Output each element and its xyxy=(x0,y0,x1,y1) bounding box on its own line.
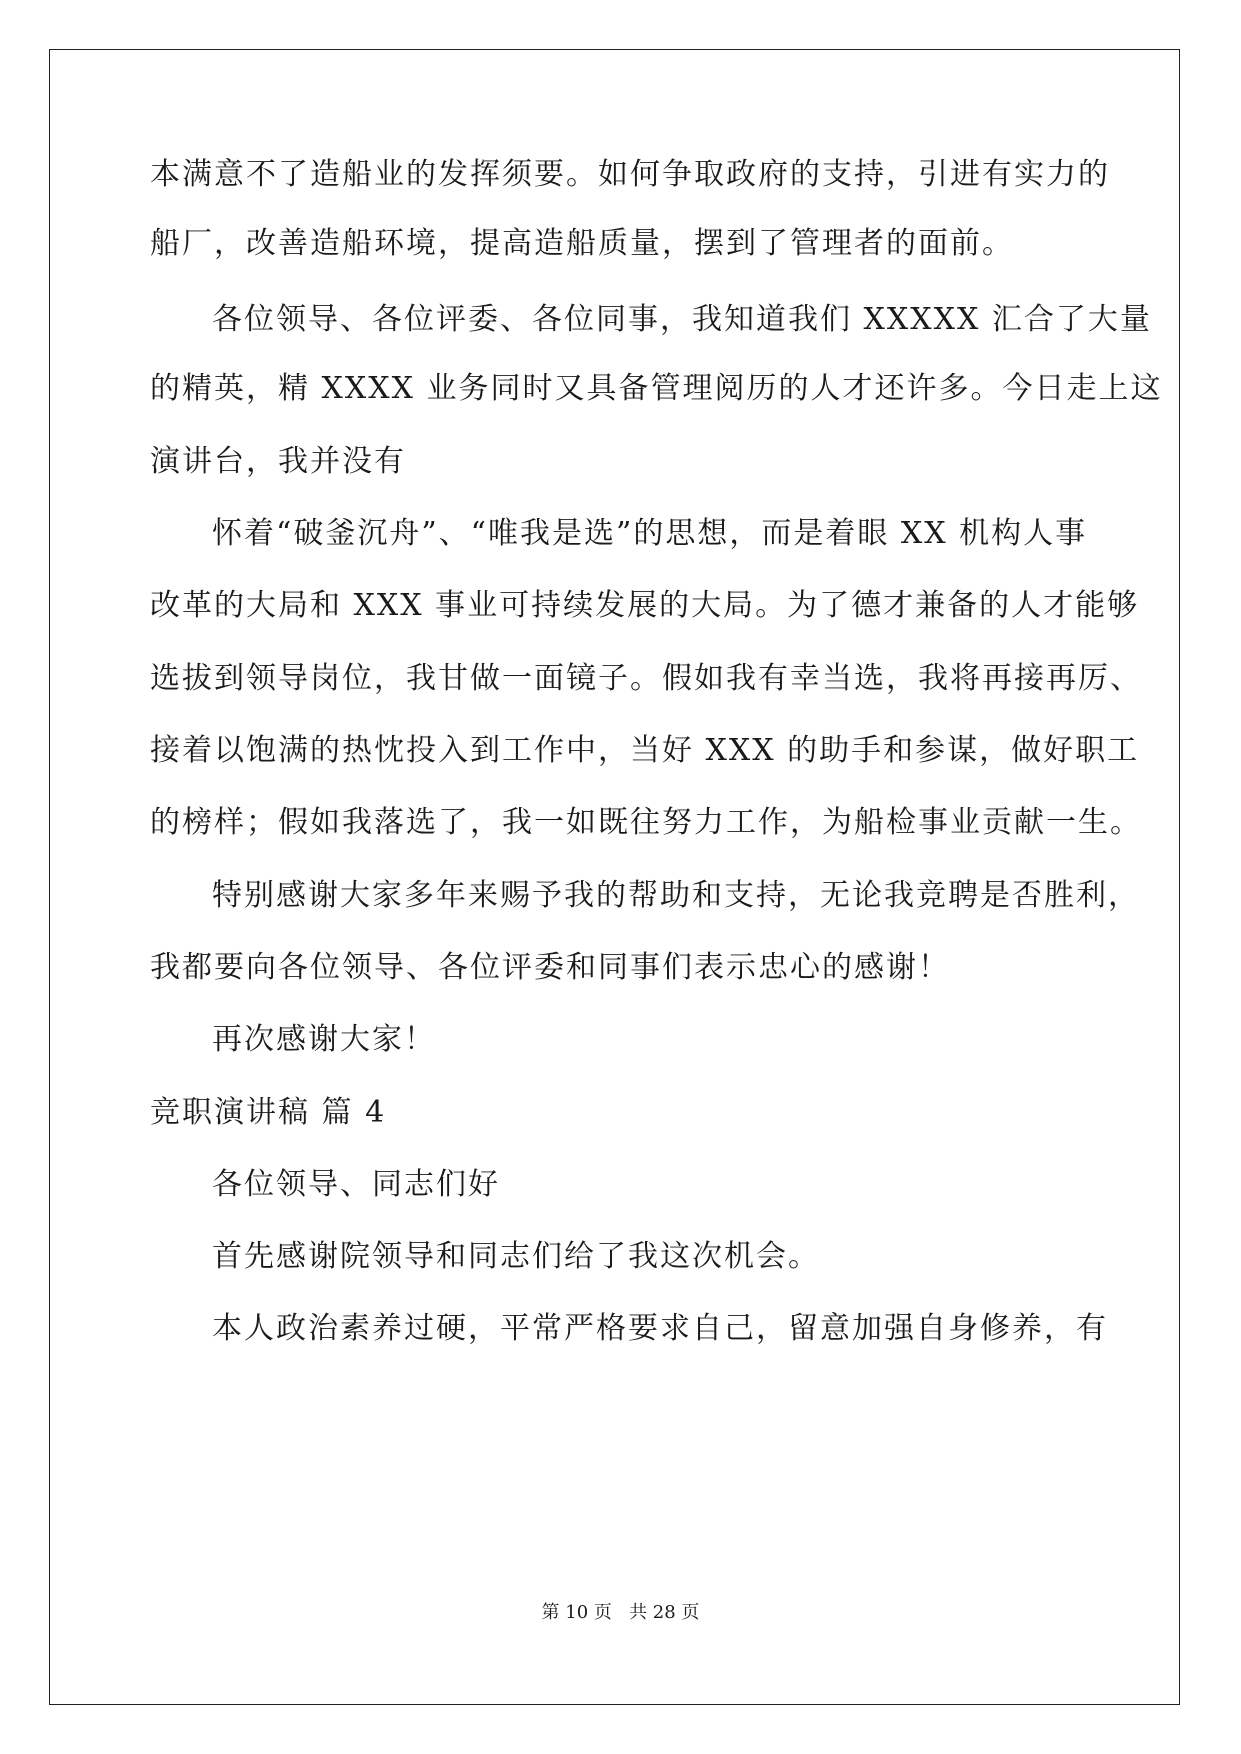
text-line: 接着以饱满的热忱投入到工作中，当好 XXX 的助手和参谋，做好职工 xyxy=(150,733,1140,768)
page-footer xyxy=(0,1598,1241,1624)
text-line: 的精英，精 XXXX 业务同时又具备管理阅历的人才还许多。今日走上这 xyxy=(150,371,1163,406)
section-heading: 竞职演讲稿 篇 4 xyxy=(150,1095,387,1130)
text-line: 我都要向各位领导、各位评委和同事们表示忠心的感谢！ xyxy=(150,950,950,985)
page-border xyxy=(49,49,1180,1705)
text-line: 怀着“破釜沉舟”、“唯我是选”的思想，而是着眼 XX 机构人事 xyxy=(212,516,1088,551)
text-line: 本人政治素养过硬，平常严格要求自己，留意加强自身修养，有 xyxy=(212,1311,1108,1346)
text-line: 首先感谢院领导和同志们给了我这次机会。 xyxy=(212,1239,820,1274)
text-line: 船厂，改善造船环境，提高造船质量，摆到了管理者的面前。 xyxy=(150,226,1014,261)
text-line: 改革的大局和 XXX 事业可持续发展的大局。为了德才兼备的人才能够 xyxy=(150,588,1140,623)
page-number: 第 10 页 xyxy=(541,1602,612,1623)
text-line: 演讲台，我并没有 xyxy=(150,444,406,479)
text-line: 再次感谢大家！ xyxy=(212,1022,436,1057)
text-line: 各位领导、各位评委、各位同事，我知道我们 XXXXX 汇合了大量 xyxy=(212,302,1152,337)
text-line: 各位领导、同志们好 xyxy=(212,1167,500,1202)
text-line: 选拔到领导岗位，我甘做一面镜子。假如我有幸当选，我将再接再厉、 xyxy=(150,661,1142,696)
text-line: 的榜样；假如我落选了，我一如既往努力工作，为船检事业贡献一生。 xyxy=(150,805,1142,840)
text-line: 本满意不了造船业的发挥须要。如何争取政府的支持，引进有实力的 xyxy=(150,157,1110,192)
text-line: 特别感谢大家多年来赐予我的帮助和支持，无论我竞聘是否胜利， xyxy=(212,878,1140,913)
page-total: 共 28 页 xyxy=(629,1602,700,1623)
